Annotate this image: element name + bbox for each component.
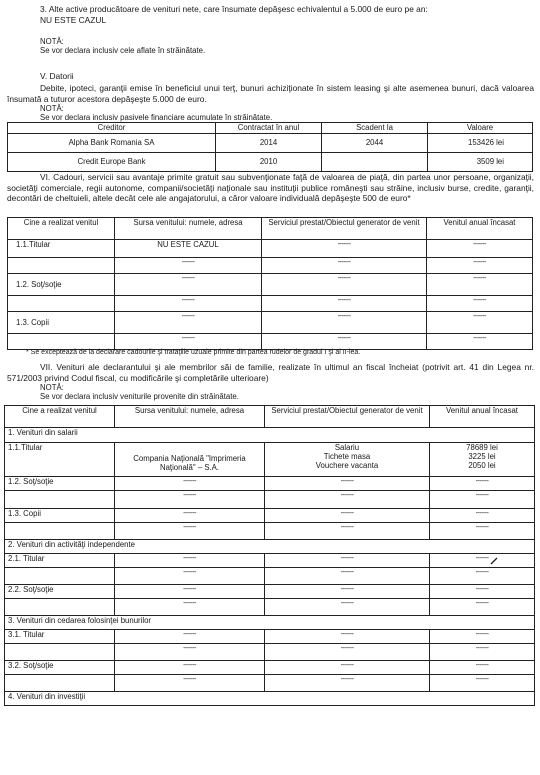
income-item: 3225 lei [468,452,496,462]
table-row [8,274,533,296]
gift-service: ------- [262,240,427,258]
gift-service: ------- [262,258,427,274]
gifts-header-row [8,218,533,240]
empty-cell [5,644,115,661]
empty-cell [8,334,115,350]
income-service: ------- [265,644,430,661]
empty-cell [8,258,115,274]
row-label: 1.2. Soţ/soţie [8,274,115,296]
col-service: Serviciul prestat/Obiectul generator de venit [265,406,430,428]
income-table [4,405,535,706]
table-row [8,334,533,350]
debts-table [7,122,533,172]
table-row [5,443,535,477]
gift-source: NU ESTE CAZUL [115,240,262,258]
col-who: Cine a realizat venitul [8,218,115,240]
gift-source: ------- [115,296,262,312]
section-7 [0,362,540,401]
income-amount: ------- [430,585,535,599]
section-5-nota-text: Se vor declara inclusiv pasivele financiare acumulate în străinătate. [40,113,273,123]
empty-cell [5,523,115,540]
section-3-nota-title: NOTĂ: [40,37,64,46]
category-row [5,428,535,443]
col-scadent: Scadent la [322,123,428,134]
table-row [8,258,533,274]
income-source: ------- [115,585,265,599]
service-item: Salariu [334,443,360,452]
section-5-text: Debite, ipoteci, garanţii emise în beneficiul unui terţ, bunuri achiziţionate în sistem leasing şi alte asemenea bunuri, dacă valoarea însumată a tuturor acestora depăşeşte 5.000 de euro. [7,83,534,104]
income-header-row [5,406,535,428]
gift-income: ------- [427,240,533,258]
table-row [5,491,535,509]
due-year: 2044 [322,134,428,153]
income-service [265,443,430,477]
row-label: 1.3. Copii [5,509,115,523]
due-year [322,153,428,172]
income-service: ------- [265,661,430,675]
col-service: Serviciul prestat/Obiectul generator de venit [262,218,427,240]
income-amount: ------- [430,644,535,661]
income-source: ------- [115,644,265,661]
income-amount: ------- [430,568,535,585]
table-row [5,599,535,616]
income-source: ------- [115,675,265,692]
gift-income: ------- [427,258,533,274]
income-amount: ------- [430,477,535,491]
income-source: ------- [115,568,265,585]
section-5 [0,71,540,122]
income-service: ------- [265,568,430,585]
section-5-heading: V. Datorii [40,71,74,81]
income-amount [430,443,535,477]
table-row [8,134,533,153]
col-source: Sursa venitului: numele, adresa [115,218,262,240]
row-label: 2.2. Soţ/soţie [5,585,115,599]
col-income: Venitul anual încasat [427,218,533,240]
income-item: 78689 lei [466,443,498,452]
table-row [5,661,535,675]
table-row [5,630,535,644]
gift-service: ------- [262,312,427,334]
table-row [8,312,533,334]
debt-value: 3509 lei [428,153,533,172]
category-label: 1. Venituri din salarii [5,428,535,443]
income-source: ------- [115,477,265,491]
income-amount: ------- [430,599,535,616]
col-source: Sursa venitului: numele, adresa [115,406,265,428]
row-label: 3.1. Titular [5,630,115,644]
gifts-footnote: * Se exceptează de la declarare cadourile şi trataţiile uzuale primite din partea rudelor de gradul I şi al II-lea. [26,349,361,356]
income-service: ------- [265,599,430,616]
income-source: ------- [115,523,265,540]
table-row [5,644,535,661]
col-contractat: Contractat în anul [216,123,322,134]
gift-service: ------- [262,274,427,296]
table-row [8,153,533,172]
gift-service: ------- [262,296,427,312]
income-source: ------- [115,491,265,509]
table-row [5,675,535,692]
section-6 [0,172,540,204]
category-row [5,540,535,554]
gift-source: ------- [115,312,262,334]
table-row [5,568,535,585]
income-source: ------- [115,661,265,675]
service-item: Vouchere vacanta [315,461,379,471]
income-amount: ------- [430,523,535,540]
section-3 [0,4,540,55]
gift-income: ------- [427,334,533,350]
empty-cell [8,296,115,312]
income-source: ------- [115,554,265,568]
gift-income: ------- [427,312,533,334]
section-7-nota-text: Se vor declara inclusiv veniturile provenite din străinătate. [40,392,239,402]
income-amount: ------- [430,509,535,523]
col-income: Venitul anual încasat [430,406,535,428]
gifts-table [7,217,533,350]
income-service: ------- [265,675,430,692]
category-label: 4. Venituri din investiţii [5,692,535,706]
empty-cell [5,599,115,616]
section-7-text: VII. Venituri ale declarantului şi ale membrilor săi de familie, realizate în ultimul an fiscal încheiat (potrivit art. 41 din Legea nr. 571/2003 privind Codul fiscal, cu modificările şi completările ulterioare) [7,362,534,383]
income-source: ------- [115,509,265,523]
empty-cell [5,568,115,585]
category-label: 2. Venituri din activităţi independente [5,540,535,554]
income-amount: ------- [430,491,535,509]
col-valoare: Valoare [428,123,533,134]
row-label: 1.1.Titular [5,443,115,477]
row-label: 2.1. Titular [5,554,115,568]
creditor-name: Credit Europe Bank [8,153,216,172]
table-row [8,240,533,258]
debts-header-row [8,123,533,134]
gift-source: ------- [115,258,262,274]
category-row [5,692,535,706]
income-amount: ------- [430,554,535,568]
table-row [5,477,535,491]
income-amount: ------- [430,630,535,644]
income-service: ------- [265,509,430,523]
row-label: 1.2. Soţ/soţie [5,477,115,491]
gift-source: ------- [115,334,262,350]
row-label: 3.2. Soţ/soţie [5,661,115,675]
empty-cell [5,675,115,692]
category-label: 3. Venituri din cedarea folosinţei bunurilor [5,616,535,630]
debt-value: 153426 lei [428,134,533,153]
section-3-nota-text: Se vor declara inclusiv cele aflate în străinătate. [40,46,206,55]
income-service: ------- [265,491,430,509]
income-service: ------- [265,630,430,644]
income-service: ------- [265,523,430,540]
col-creditor: Creditor [8,123,216,134]
table-row [5,509,535,523]
income-service: ------- [265,554,430,568]
category-row [5,616,535,630]
income-amount: ------- [430,661,535,675]
col-who: Cine a realizat venitul [5,406,115,428]
table-row [5,585,535,599]
section-6-text: VI. Cadouri, servicii sau avantaje primite gratuit sau subvenţionate faţă de valoarea de piaţă, din partea unor persoane, organizaţii, societăţi comerciale, regii autonome, companii/societăţi naţionale sau instituţii publice româneşti sau străine, inclusiv burse, credite, garanţii, decontări de cheltuieli, altele decât cele ale angajatorului, a căror valoare individuală depăşeşte 500 de euro* [7,172,534,204]
section-5-nota-title: NOTĂ: [40,104,64,114]
service-item: Tichete masa [323,452,371,462]
section-7-nota-title: NOTĂ: [40,383,64,393]
income-source: Compania Naţională "Imprimeria Naţională" – S.A. [115,443,265,477]
income-item: 2050 lei [468,461,496,471]
pen-tick-mark [490,557,498,565]
gift-source: ------- [115,274,262,296]
income-source: ------- [115,630,265,644]
section-3-status: NU ESTE CAZUL [40,15,107,25]
section-3-text: 3. Alte active producătoare de venituri nete, care însumate depăşesc echivalentul a 5.000 de euro pe an: [40,4,428,14]
income-source: ------- [115,599,265,616]
income-service: ------- [265,585,430,599]
gift-income: ------- [427,274,533,296]
row-label: 1.3. Copii [8,312,115,334]
gift-income: ------- [427,296,533,312]
table-row [5,554,535,568]
row-label: 1.1.Titular [8,240,115,258]
income-amount: ------- [430,675,535,692]
table-row [5,523,535,540]
contract-year: 2014 [216,134,322,153]
creditor-name: Alpha Bank Romania SA [8,134,216,153]
gift-service: ------- [262,334,427,350]
contract-year: 2010 [216,153,322,172]
table-row [8,296,533,312]
empty-cell [5,491,115,509]
income-service: ------- [265,477,430,491]
